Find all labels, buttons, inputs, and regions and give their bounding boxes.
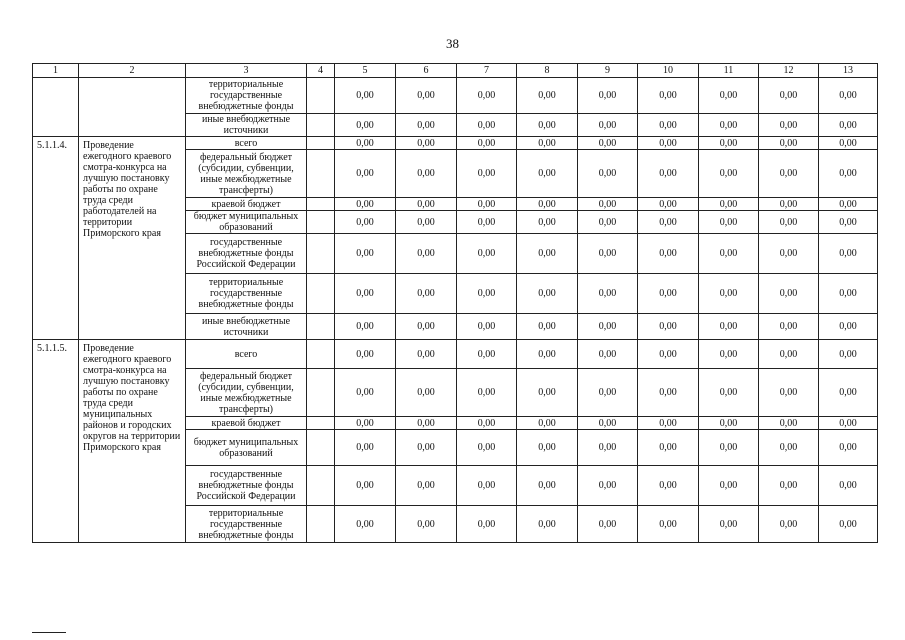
value-cell: 0,00 <box>759 417 819 430</box>
value-cell: 0,00 <box>457 137 517 150</box>
value-cell: 0,00 <box>335 137 396 150</box>
column-4-cell <box>307 274 335 314</box>
column-4-cell <box>307 340 335 369</box>
column-4-cell <box>307 78 335 114</box>
value-cell: 0,00 <box>699 506 759 543</box>
value-cell: 0,00 <box>759 274 819 314</box>
value-cell: 0,00 <box>396 150 457 198</box>
column-4-cell <box>307 198 335 211</box>
funding-source-cell: территориальные государственные внебюджетные фонды <box>186 274 307 314</box>
value-cell: 0,00 <box>759 340 819 369</box>
value-cell: 0,00 <box>759 137 819 150</box>
column-4-cell <box>307 150 335 198</box>
value-cell: 0,00 <box>457 114 517 137</box>
value-cell: 0,00 <box>759 466 819 506</box>
value-cell: 0,00 <box>335 466 396 506</box>
value-cell: 0,00 <box>699 430 759 466</box>
value-cell: 0,00 <box>759 198 819 211</box>
value-cell: 0,00 <box>759 369 819 417</box>
column-4-cell <box>307 211 335 234</box>
table-row <box>33 340 878 369</box>
value-cell: 0,00 <box>759 150 819 198</box>
item-code-cell: 5.1.1.4. <box>33 137 79 340</box>
value-cell: 0,00 <box>759 430 819 466</box>
value-cell: 0,00 <box>819 506 878 543</box>
column-header: 2 <box>79 64 186 78</box>
value-cell: 0,00 <box>517 466 578 506</box>
value-cell: 0,00 <box>578 314 638 340</box>
value-cell: 0,00 <box>457 417 517 430</box>
value-cell: 0,00 <box>396 78 457 114</box>
column-header: 7 <box>457 64 517 78</box>
budget-table <box>32 63 878 543</box>
value-cell: 0,00 <box>578 137 638 150</box>
value-cell: 0,00 <box>457 198 517 211</box>
value-cell: 0,00 <box>638 234 699 274</box>
value-cell: 0,00 <box>819 369 878 417</box>
value-cell: 0,00 <box>457 430 517 466</box>
value-cell: 0,00 <box>578 506 638 543</box>
funding-source-cell: краевой бюджет <box>186 198 307 211</box>
table-row <box>33 78 878 114</box>
funding-source-cell: федеральный бюджет (субсидии, субвенции, иные межбюджетные трансферты) <box>186 369 307 417</box>
value-cell: 0,00 <box>699 114 759 137</box>
column-header: 3 <box>186 64 307 78</box>
value-cell: 0,00 <box>517 137 578 150</box>
value-cell: 0,00 <box>457 314 517 340</box>
funding-source-cell: краевой бюджет <box>186 417 307 430</box>
value-cell: 0,00 <box>517 78 578 114</box>
value-cell: 0,00 <box>578 198 638 211</box>
table-body <box>33 78 878 543</box>
value-cell: 0,00 <box>759 211 819 234</box>
column-header: 1 <box>33 64 79 78</box>
value-cell: 0,00 <box>457 211 517 234</box>
value-cell: 0,00 <box>638 150 699 198</box>
column-4-cell <box>307 314 335 340</box>
value-cell: 0,00 <box>699 369 759 417</box>
value-cell: 0,00 <box>699 234 759 274</box>
value-cell: 0,00 <box>699 137 759 150</box>
value-cell: 0,00 <box>335 234 396 274</box>
column-4-cell <box>307 234 335 274</box>
value-cell: 0,00 <box>396 417 457 430</box>
funding-source-cell: всего <box>186 340 307 369</box>
column-header: 5 <box>335 64 396 78</box>
value-cell: 0,00 <box>699 211 759 234</box>
value-cell: 0,00 <box>578 369 638 417</box>
value-cell: 0,00 <box>819 314 878 340</box>
value-cell: 0,00 <box>638 369 699 417</box>
value-cell: 0,00 <box>638 417 699 430</box>
value-cell: 0,00 <box>396 314 457 340</box>
value-cell: 0,00 <box>517 314 578 340</box>
value-cell: 0,00 <box>517 211 578 234</box>
value-cell: 0,00 <box>819 78 878 114</box>
value-cell: 0,00 <box>638 314 699 340</box>
value-cell: 0,00 <box>457 506 517 543</box>
value-cell: 0,00 <box>819 114 878 137</box>
value-cell: 0,00 <box>457 150 517 198</box>
column-4-cell <box>307 417 335 430</box>
item-description-cell <box>79 78 186 137</box>
value-cell: 0,00 <box>638 340 699 369</box>
value-cell: 0,00 <box>457 234 517 274</box>
funding-source-cell: федеральный бюджет (субсидии, субвенции, иные межбюджетные трансферты) <box>186 150 307 198</box>
value-cell: 0,00 <box>335 274 396 314</box>
value-cell: 0,00 <box>699 78 759 114</box>
value-cell: 0,00 <box>335 417 396 430</box>
value-cell: 0,00 <box>396 211 457 234</box>
value-cell: 0,00 <box>819 137 878 150</box>
column-header: 8 <box>517 64 578 78</box>
funding-source-cell: территориальные государственные внебюджетные фонды <box>186 506 307 543</box>
value-cell: 0,00 <box>699 340 759 369</box>
value-cell: 0,00 <box>517 114 578 137</box>
funding-source-cell: иные внебюджетные источники <box>186 314 307 340</box>
value-cell: 0,00 <box>638 466 699 506</box>
value-cell: 0,00 <box>335 150 396 198</box>
value-cell: 0,00 <box>335 506 396 543</box>
value-cell: 0,00 <box>578 234 638 274</box>
column-header: 11 <box>699 64 759 78</box>
value-cell: 0,00 <box>638 211 699 234</box>
value-cell: 0,00 <box>517 430 578 466</box>
value-cell: 0,00 <box>457 369 517 417</box>
column-header: 6 <box>396 64 457 78</box>
value-cell: 0,00 <box>457 78 517 114</box>
value-cell: 0,00 <box>578 150 638 198</box>
value-cell: 0,00 <box>578 466 638 506</box>
value-cell: 0,00 <box>819 274 878 314</box>
value-cell: 0,00 <box>759 114 819 137</box>
value-cell: 0,00 <box>819 340 878 369</box>
value-cell: 0,00 <box>578 274 638 314</box>
value-cell: 0,00 <box>699 150 759 198</box>
value-cell: 0,00 <box>517 198 578 211</box>
value-cell: 0,00 <box>335 198 396 211</box>
value-cell: 0,00 <box>699 314 759 340</box>
funding-source-cell: бюджет муниципальных образований <box>186 211 307 234</box>
value-cell: 0,00 <box>638 430 699 466</box>
column-header: 9 <box>578 64 638 78</box>
value-cell: 0,00 <box>759 234 819 274</box>
value-cell: 0,00 <box>819 430 878 466</box>
value-cell: 0,00 <box>335 369 396 417</box>
value-cell: 0,00 <box>517 369 578 417</box>
item-code-cell <box>33 78 79 137</box>
column-4-cell <box>307 506 335 543</box>
value-cell: 0,00 <box>396 198 457 211</box>
value-cell: 0,00 <box>699 417 759 430</box>
value-cell: 0,00 <box>517 340 578 369</box>
funding-source-cell: территориальные государственные внебюджетные фонды <box>186 78 307 114</box>
value-cell: 0,00 <box>335 430 396 466</box>
value-cell: 0,00 <box>396 137 457 150</box>
column-4-cell <box>307 466 335 506</box>
funding-source-cell: бюджет муниципальных образований <box>186 430 307 466</box>
column-header: 12 <box>759 64 819 78</box>
funding-source-cell: всего <box>186 137 307 150</box>
value-cell: 0,00 <box>335 314 396 340</box>
value-cell: 0,00 <box>335 114 396 137</box>
value-cell: 0,00 <box>457 466 517 506</box>
value-cell: 0,00 <box>638 78 699 114</box>
column-header: 13 <box>819 64 878 78</box>
value-cell: 0,00 <box>638 198 699 211</box>
value-cell: 0,00 <box>396 114 457 137</box>
value-cell: 0,00 <box>517 417 578 430</box>
column-number-header-row <box>33 64 878 78</box>
value-cell: 0,00 <box>699 466 759 506</box>
item-description-cell: Проведение ежегодного краевого смотра-конкурса на лучшую постановку работы по охране труда среди работодателей на территории Приморского края <box>79 137 186 340</box>
value-cell: 0,00 <box>457 340 517 369</box>
value-cell: 0,00 <box>396 506 457 543</box>
value-cell: 0,00 <box>335 78 396 114</box>
value-cell: 0,00 <box>396 430 457 466</box>
value-cell: 0,00 <box>759 78 819 114</box>
funding-source-cell: иные внебюджетные источники <box>186 114 307 137</box>
value-cell: 0,00 <box>457 274 517 314</box>
column-header: 10 <box>638 64 699 78</box>
value-cell: 0,00 <box>517 150 578 198</box>
column-4-cell <box>307 430 335 466</box>
value-cell: 0,00 <box>396 274 457 314</box>
value-cell: 0,00 <box>819 211 878 234</box>
footnote-separator <box>32 632 66 633</box>
funding-source-cell: государственные внебюджетные фонды Российской Федерации <box>186 234 307 274</box>
value-cell: 0,00 <box>819 466 878 506</box>
value-cell: 0,00 <box>578 211 638 234</box>
table-row <box>33 137 878 150</box>
column-header: 4 <box>307 64 335 78</box>
value-cell: 0,00 <box>819 417 878 430</box>
column-4-cell <box>307 369 335 417</box>
value-cell: 0,00 <box>699 198 759 211</box>
value-cell: 0,00 <box>578 114 638 137</box>
funding-source-cell: государственные внебюджетные фонды Российской Федерации <box>186 466 307 506</box>
value-cell: 0,00 <box>517 234 578 274</box>
value-cell: 0,00 <box>335 211 396 234</box>
item-code-cell: 5.1.1.5. <box>33 340 79 543</box>
value-cell: 0,00 <box>396 340 457 369</box>
value-cell: 0,00 <box>578 430 638 466</box>
value-cell: 0,00 <box>578 78 638 114</box>
value-cell: 0,00 <box>396 369 457 417</box>
value-cell: 0,00 <box>638 137 699 150</box>
value-cell: 0,00 <box>759 314 819 340</box>
value-cell: 0,00 <box>819 234 878 274</box>
value-cell: 0,00 <box>578 417 638 430</box>
value-cell: 0,00 <box>638 506 699 543</box>
value-cell: 0,00 <box>517 506 578 543</box>
value-cell: 0,00 <box>759 506 819 543</box>
value-cell: 0,00 <box>819 198 878 211</box>
value-cell: 0,00 <box>396 234 457 274</box>
column-4-cell <box>307 114 335 137</box>
value-cell: 0,00 <box>699 274 759 314</box>
page-number: 38 <box>446 36 459 51</box>
value-cell: 0,00 <box>578 340 638 369</box>
column-4-cell <box>307 137 335 150</box>
value-cell: 0,00 <box>638 274 699 314</box>
value-cell: 0,00 <box>396 466 457 506</box>
value-cell: 0,00 <box>517 274 578 314</box>
value-cell: 0,00 <box>819 150 878 198</box>
item-description-cell: Проведение ежегодного краевого смотра-конкурса на лучшую постановку работы по охране труда среди муниципальных районов и городских округов на территории Приморского края <box>79 340 186 543</box>
value-cell: 0,00 <box>335 340 396 369</box>
value-cell: 0,00 <box>638 114 699 137</box>
